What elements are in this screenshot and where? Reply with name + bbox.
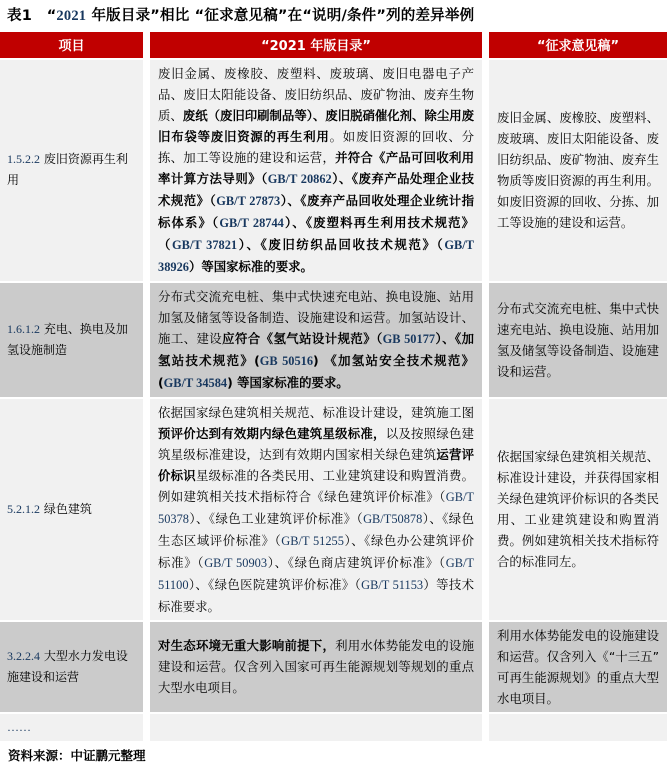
cell-text — [7, 646, 139, 688]
text-segment: GB/T 37821 — [172, 237, 238, 252]
text-segment: GB/T 51100 — [158, 555, 474, 592]
text-segment: 并符合《产品可回收利用率计算方法导则》（ — [158, 149, 475, 186]
text-segment: 3.2.2.4 — [7, 648, 40, 663]
text-segment: 1.6.1.2 — [7, 321, 40, 336]
text-segment: GB/T 28744 — [219, 215, 284, 230]
text-segment: 分布式交流充电桩、集中式快速充电站、换电设施、站用加氢及储氢等设备制造、设施建设和运营。 — [497, 300, 659, 379]
text-segment: GB/T 38926 — [158, 237, 474, 274]
column-header-project: 项目 — [0, 32, 143, 58]
project-cell — [0, 283, 143, 397]
text-segment: 充电、换电及加氢设施制造 — [7, 321, 128, 357]
cell-text — [158, 63, 474, 278]
text-segment: 大型水力发电设施建设和运营 — [7, 648, 128, 684]
text-segment: 依据国家绿色建筑相关规范、标准设计建设，并获得国家相关绿色建筑评价标识的各类民用、工业建筑建设和购置消费。例如建筑相关技术指标符合的标准同左。 — [497, 449, 659, 570]
text-segment: 星级标准的各类民用、工业建筑建设和购置消费。例如建筑相关技术指标符合《绿色建筑评价标准》（ — [158, 467, 475, 504]
text-segment: 分布式交流充电桩、集中式快速充电站、换电设施、站用加氢及储氢等设备制造、设施建设和运营。加氢站设计、施工、建设 — [158, 288, 474, 346]
cell-text — [497, 107, 659, 233]
text-segment: ）、《废旧纺织品回收技术规范》（ — [237, 236, 445, 252]
text-segment: ）、《绿色生态区域评价标准》（ — [158, 510, 474, 548]
text-segment: 2021 — [56, 8, 87, 24]
draft-cell — [489, 60, 667, 281]
draft-cell — [489, 622, 667, 712]
text-segment: ）、《绿色办公建筑评价标准》（ — [158, 532, 474, 570]
column-header-draft: “征求意见稿” — [489, 32, 667, 58]
text-segment: 利用水体势能发电的设施建设和运营。仅含列入国家可再生能源规划等规划的重点大型水电项目。 — [158, 638, 475, 696]
table-title — [0, 0, 667, 32]
text-segment: ）、《加氢站技术规范》( — [158, 330, 474, 368]
text-segment: GB/T 50378 — [158, 489, 474, 526]
text-segment: ）、《废塑料再生利用技术规范》（ — [158, 214, 474, 252]
cell-text — [7, 717, 139, 738]
text-segment: ）、《绿色工业建筑评价标准》（ — [188, 510, 364, 526]
text-segment: ）、《废弃产品回收处理企业统计指标体系》（ — [158, 192, 474, 230]
text-segment: 废纸（废旧印刷制品等）、废旧脱硝催化剂、除尘用废旧布袋等废旧资源的再生利用 — [158, 107, 475, 144]
text-segment: 对生态环境无重大影响前提下， — [158, 638, 336, 654]
draft-cell — [489, 399, 667, 620]
draft-cell — [489, 283, 667, 397]
text-segment: GB/T 20862 — [267, 171, 332, 186]
cell-text — [7, 499, 139, 520]
cell-text — [497, 625, 659, 709]
text-segment: ）、《绿色医院建筑评价标准》（ — [188, 576, 362, 592]
text-segment: 依据国家绿色建筑相关规范、标准设计建设，建筑施工图 — [158, 404, 474, 420]
text-segment: GB/T50878 — [363, 511, 423, 526]
source-note: 资料来源：中证鹏元整理 — [8, 747, 146, 763]
catalog-cell — [150, 399, 482, 620]
text-segment: 5.2.1.2 — [7, 501, 40, 516]
draft-cell — [489, 714, 667, 741]
text-segment: GB/T 51153 — [361, 577, 424, 592]
catalog-cell — [150, 714, 482, 741]
text-segment: GB/T 51255 — [281, 533, 344, 548]
cell-text — [158, 286, 474, 394]
text-segment: ）、《废弃产品处理企业技术规范》（ — [158, 170, 474, 208]
text-segment: ) 等国家标准的要求。 — [227, 374, 349, 390]
text-segment: ）等国家标准的要求。 — [188, 258, 313, 274]
column-header-2021-catalog: “2021 年版目录” — [150, 32, 482, 58]
text-segment: 预评价达到有效期内绿色建筑星级标准， — [158, 425, 386, 441]
text-segment: 表1 “ — [7, 8, 57, 24]
text-segment: 运营评价标识 — [158, 446, 475, 483]
text-segment: 1.5.2.2 — [7, 152, 40, 167]
text-segment: GB/T 27873 — [216, 193, 281, 208]
text-segment: GB 50516 — [259, 353, 314, 368]
text-segment: 应符合《氢气站设计规范》（ — [222, 330, 383, 346]
comparison-table — [0, 32, 667, 741]
catalog-cell — [150, 60, 482, 281]
text-segment: 废旧资源再生利用 — [7, 152, 128, 188]
text-segment: 。如废旧资源的回收、分拣、加工等设施的建设和运营， — [158, 128, 475, 165]
catalog-cell — [150, 283, 482, 397]
text-segment: 以及按照绿色建筑星级标准建设，达到有效期内国家相关绿色建筑 — [158, 425, 475, 462]
text-segment: 绿色建筑 — [40, 501, 92, 516]
text-segment: GB/T 34584 — [163, 375, 228, 390]
text-segment: ）、《绿色商店建筑评价标准》（ — [267, 554, 446, 570]
text-segment: 废旧金属、废橡胶、废塑料、废玻璃、废旧太阳能设备、废旧纺织品、废矿物油、废弃生物质等废旧资源的再生利用。如废旧资源的回收、分拣、加工等设施的建设和运营。 — [497, 110, 659, 231]
text-segment: 利用水体势能发电的设施建设和运营。仅含列入《“十三五”可再生能源规划》的重点大型水电项目。 — [497, 627, 659, 706]
text-segment: ) 《加氢站安全技术规范》( — [158, 352, 474, 390]
project-cell — [0, 714, 143, 741]
text-segment: 年版目录”相比 “征求意见稿”在“说明/条件”列的差异举例 — [86, 8, 475, 24]
text-segment: 废旧金属、废橡胶、废塑料、废玻璃、废旧电器电子产品、废旧太阳能设备、废旧纺织品、废矿物油、废弃生物质、 — [158, 65, 474, 123]
text-segment: ）等技术标准要求。 — [158, 576, 474, 614]
catalog-cell — [150, 622, 482, 712]
cell-text — [497, 446, 659, 572]
project-cell — [0, 399, 143, 620]
text-segment: …… — [7, 719, 31, 734]
project-cell — [0, 60, 143, 281]
text-segment: GB/T 50903 — [204, 555, 268, 570]
cell-text — [497, 298, 659, 382]
cell-text — [7, 319, 139, 361]
cell-text — [7, 149, 139, 191]
project-cell — [0, 622, 143, 712]
cell-text — [158, 402, 474, 617]
text-segment: GB 50177 — [382, 331, 436, 346]
cell-text — [158, 635, 474, 698]
